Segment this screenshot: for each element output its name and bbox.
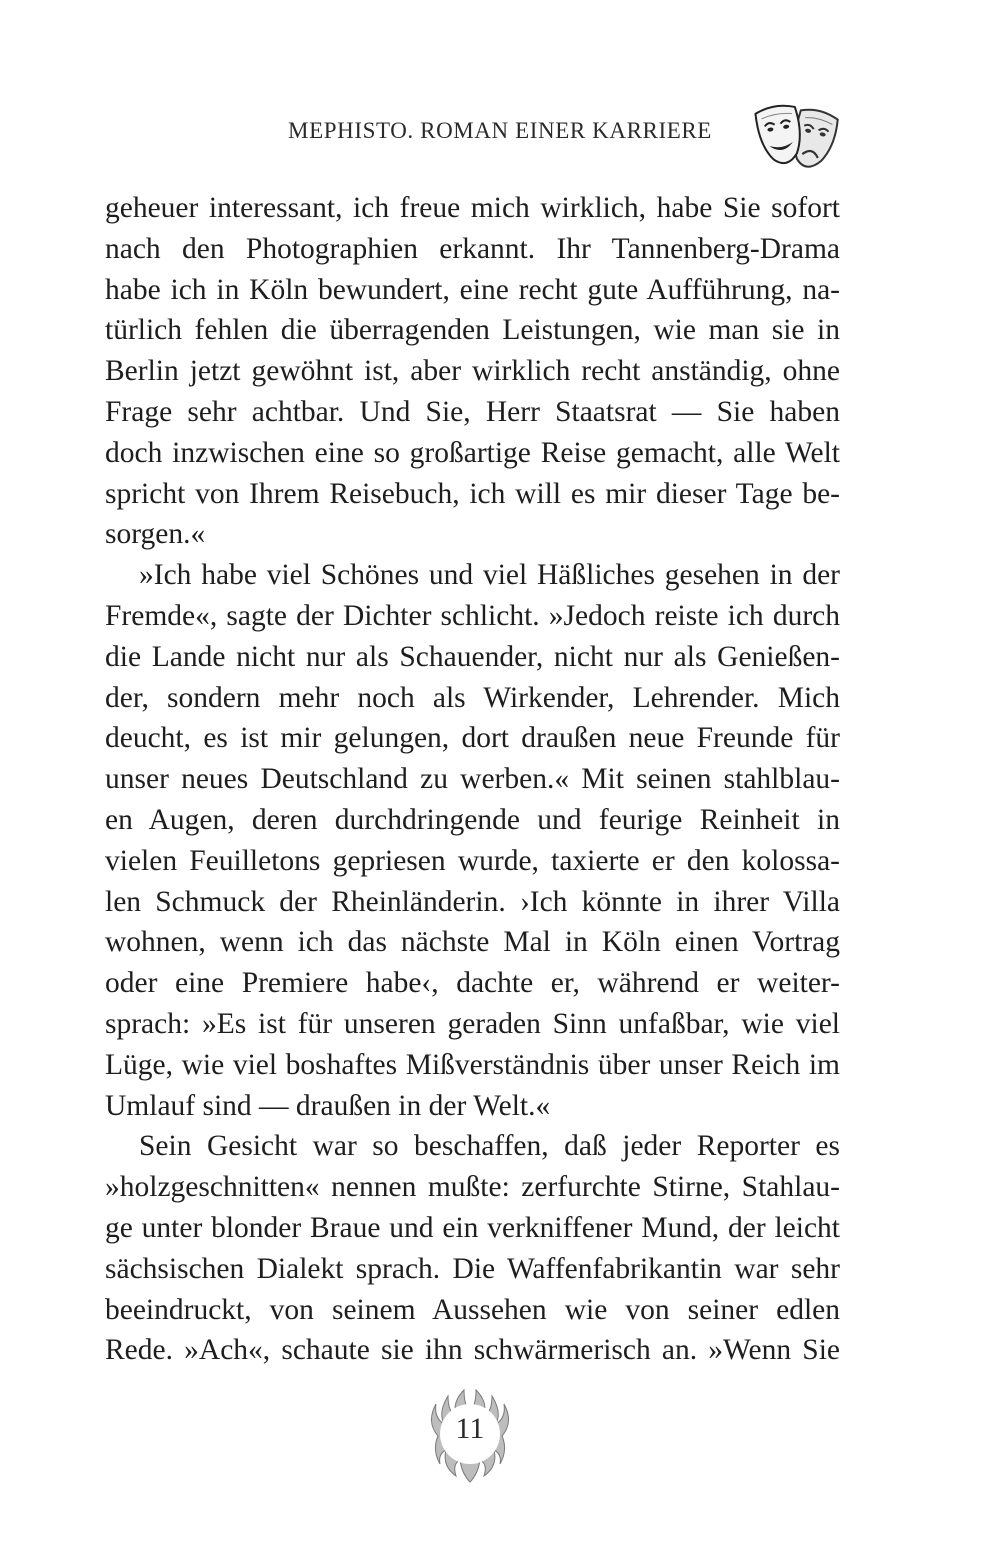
- text-line: spricht von Ihrem Reisebuch, ich will es mir dieser Tage be-: [105, 477, 840, 510]
- text-line: der, sondern mehr noch als Wirkender, Lehrender. Mich: [105, 681, 840, 714]
- text-line: Sein Gesicht war so beschaffen, daß jeder Reporter es: [139, 1130, 840, 1163]
- text-line: die Lande nicht nur als Schauender, nicht nur als Genießen-: [105, 640, 840, 673]
- text-line: Rede. »Ach«, schaute sie ihn schwärmerisch an. »Wenn Sie: [105, 1334, 840, 1367]
- text-line: geheuer interessant, ich freue mich wirklich, habe Sie sofort: [105, 192, 840, 224]
- running-header: [0, 118, 1000, 144]
- text-line: sächsischen Dialekt sprach. Die Waffenfabrikantin war sehr: [105, 1252, 840, 1285]
- theater-masks-icon: [750, 100, 842, 180]
- text-line: wohnen, wenn ich das nächste Mal in Köln einen Vortrag: [105, 926, 840, 959]
- text-line: Frage sehr achtbar. Und Sie, Herr Staatsrat — Sie haben: [105, 395, 840, 428]
- text-line: Lüge, wie viel boshaftes Mißverständnis über unser Reich im: [105, 1048, 840, 1081]
- text-line: Berlin jetzt gewöhnt ist, aber wirklich recht anständig, ohne: [105, 355, 840, 388]
- text-line: ge unter blonder Braue und ein verkniffener Mund, der leicht: [105, 1211, 840, 1244]
- running-title: MEPHISTO. ROMAN EINER KARRIERE: [288, 118, 712, 143]
- text-line: en Augen, deren durchdringende und feurige Reinheit in: [105, 803, 840, 836]
- text-line: sprach: »Es ist für unseren geraden Sinn unfaßbar, wie viel: [105, 1007, 840, 1040]
- text-line: Umlauf sind — draußen in der Welt.«: [105, 1089, 551, 1122]
- text-line: Fremde«, sagte der Dichter schlicht. »Jedoch reiste ich durch: [105, 599, 840, 632]
- text-line: beeindruckt, von seinem Aussehen wie von seiner edlen: [105, 1293, 840, 1326]
- body-text: [105, 188, 840, 1371]
- text-line: »holzgeschnitten« nennen mußte: zerfurchte Stirne, Stahlau-: [105, 1171, 840, 1204]
- text-line: »Ich habe viel Schönes und viel Häßliches gesehen in der: [139, 559, 840, 592]
- text-line: oder eine Premiere habe‹, dachte er, während er weiter-: [105, 967, 840, 1000]
- text-line: sorgen.«: [105, 518, 206, 551]
- text-line: türlich fehlen die überragenden Leistungen, wie man sie in: [105, 314, 840, 347]
- text-line: len Schmuck der Rheinländerin. ›Ich könnte in ihrer Villa: [105, 885, 840, 918]
- text-line: habe ich in Köln bewundert, eine recht gute Aufführung, na-: [105, 273, 840, 306]
- text-line: unser neues Deutschland zu werben.« Mit seinen stahlblau-: [105, 763, 840, 796]
- text-line: nach den Photographien erkannt. Ihr Tannenberg-Drama: [105, 232, 840, 265]
- text-line: vielen Feuilletons gepriesen wurde, taxierte er den kolossa-: [105, 844, 840, 877]
- text-line: doch inzwischen eine so großartige Reise gemacht, alle Welt: [105, 436, 840, 469]
- page-number: 11: [455, 1412, 485, 1445]
- text-line: deucht, es ist mir gelungen, dort draußen neue Freunde für: [105, 722, 840, 755]
